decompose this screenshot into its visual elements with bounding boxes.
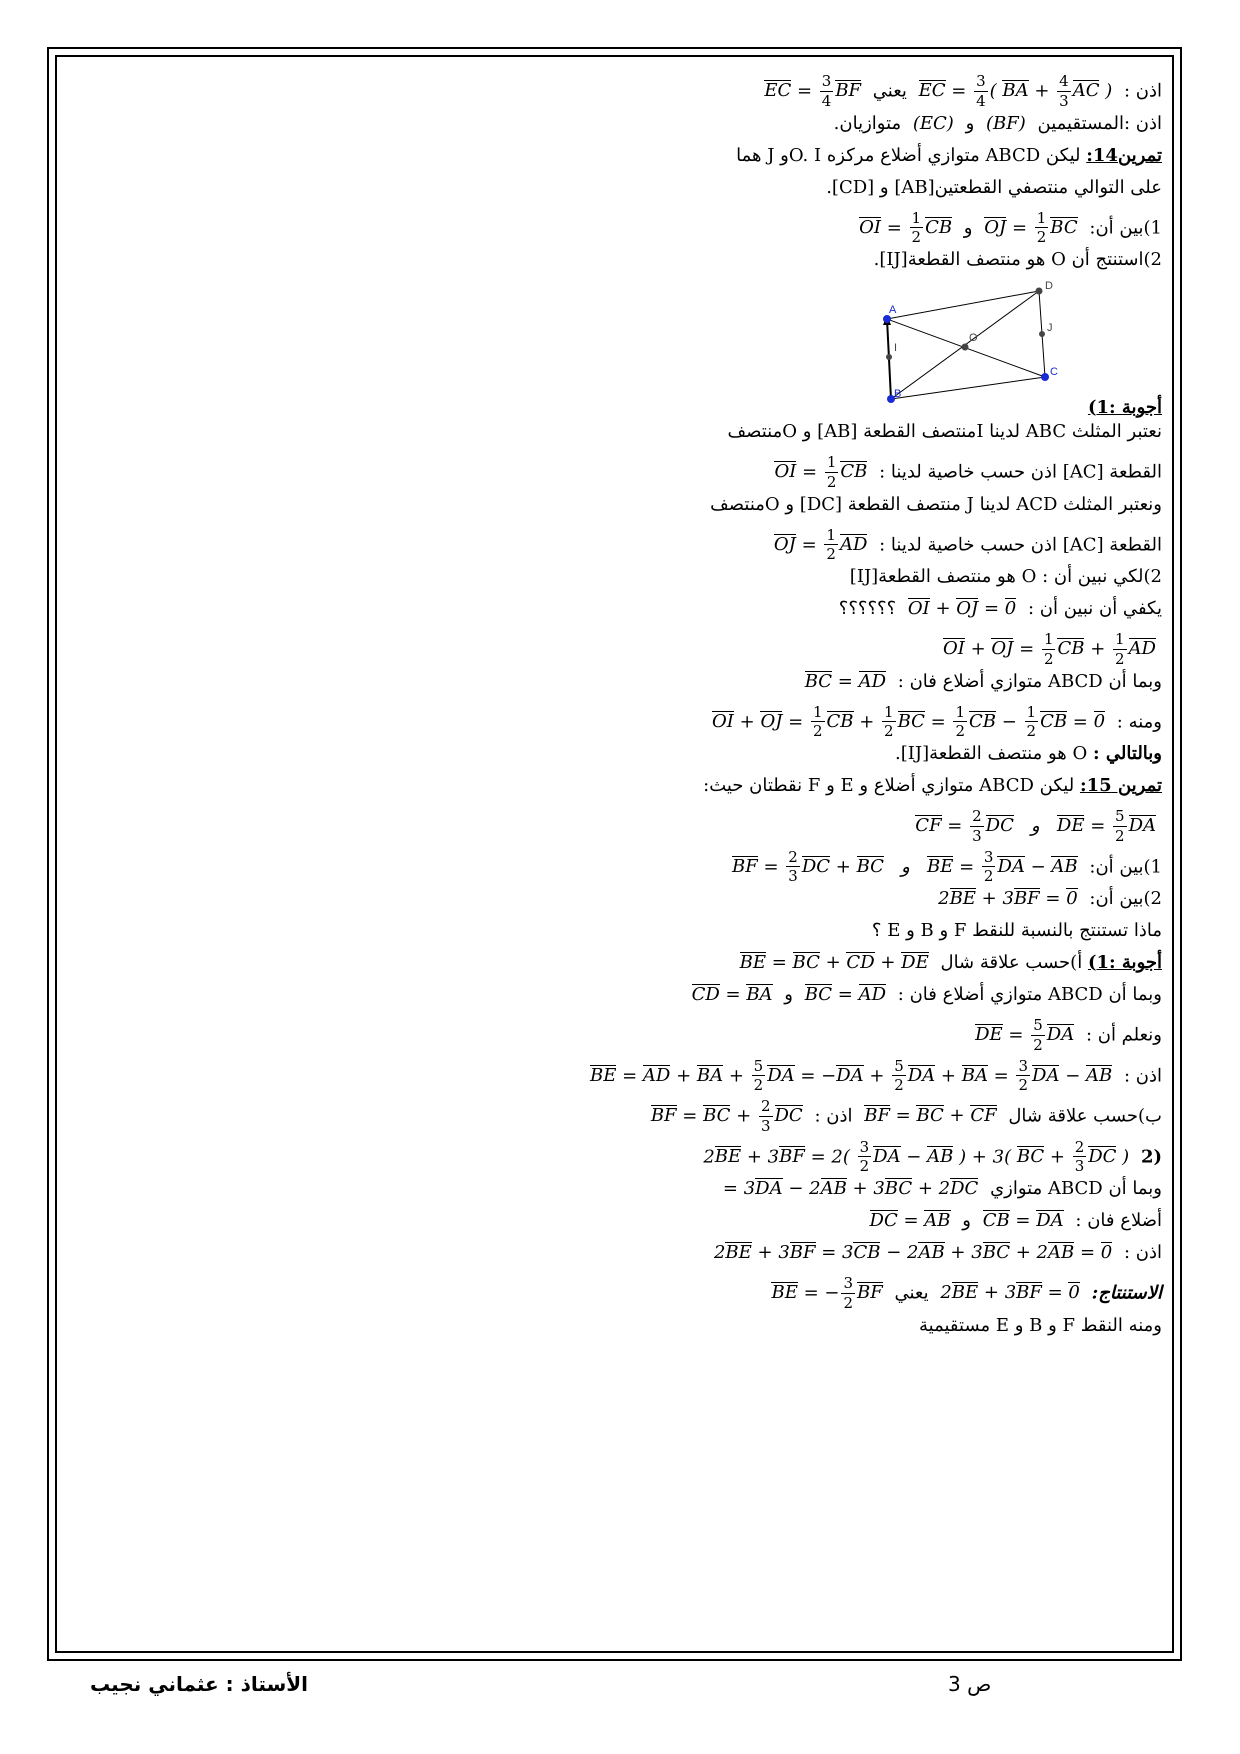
line	[70, 1176, 1162, 1208]
math: = 3DA − 2AB + 3BC + 2DC	[722, 1178, 979, 1199]
math: OI + OJ = 0	[907, 598, 1017, 619]
text: اذن :	[1123, 1064, 1162, 1086]
text: ونعتبر المثلث ACD لدينا J منتصف القطعة [DC] و Oمنتصف	[710, 493, 1162, 515]
text: نعتبر المثلث ABC لدينا Iمنتصف القطعة [AB] و Oمنتصف	[727, 421, 1162, 442]
text: ب)حسب علاقة شال	[1008, 1105, 1162, 1127]
math: (BF)	[986, 112, 1026, 134]
text: اذن :المستقيمين	[1037, 112, 1162, 134]
text: ليكن ABCD متوازي أضلاع مركزه O. Iو J هما	[736, 144, 1081, 166]
math: OJ = $\frac{1}{2}$ BC	[984, 208, 1078, 247]
line	[70, 564, 1162, 596]
math: BE = − $\frac{3}{2}$ BF	[771, 1274, 883, 1312]
text: يكفي أن نبين أن :	[1027, 598, 1162, 619]
math: DC = AB	[869, 1210, 951, 1231]
math: 2BE + 3BF = 2( $\frac{3}{2}$ DA − AB ) + 3( BC + $\frac{2}{3}$ DC )	[703, 1137, 1130, 1176]
question-2	[70, 247, 1162, 279]
math: OJ = $\frac{1}{2}$ AD	[773, 525, 868, 564]
math: OI = $\frac{1}{2}$ CB	[859, 208, 953, 247]
text: ماذا تستنتج بالنسبة للنقط F و B و E ؟	[871, 920, 1162, 941]
math: 2BE + 3BF = 3CB − 2AB + 3BC + 2AB = 0	[713, 1242, 1113, 1263]
math: 2BE + 3BF = 0	[938, 888, 1078, 909]
math: OI + OJ = $\frac{1}{2}$ CB + $\frac{1}{2}$ AD	[943, 630, 1156, 668]
point-label-c: C	[1050, 366, 1058, 378]
line	[70, 669, 1162, 701]
text: ليكن ABCD متوازي أضلاع و E و F نقطتان حيث:	[703, 775, 1075, 796]
text: وبما أن ABCD متوازي أضلاع فان :	[897, 984, 1162, 1005]
text: 1)بين أن:	[1089, 855, 1162, 877]
text: ؟؟؟؟؟؟	[838, 598, 897, 619]
point-label-j: J	[1047, 322, 1053, 334]
exercise-15	[70, 773, 1162, 805]
text: و	[962, 1210, 971, 1231]
line	[70, 1136, 1162, 1177]
point-label-b: B	[894, 388, 902, 400]
document-content	[70, 70, 1162, 1640]
text: 2)بين أن:	[1089, 888, 1162, 909]
line	[70, 1055, 1162, 1096]
parallelogram-figure	[867, 279, 1067, 419]
text: الاستنتاج:	[1091, 1282, 1162, 1304]
math: EC = $\frac{3}{4}$ ( BA + $\frac{4}{3}$ AC )	[918, 72, 1113, 110]
text: القطعة [AC] اذن حسب خاصية لدينا :	[879, 533, 1162, 555]
text: اذن :	[1123, 1242, 1162, 1263]
text: وبما أن ABCD متوازي	[990, 1178, 1162, 1199]
math: (EC)	[912, 112, 954, 134]
text: ونعلم أن :	[1085, 1024, 1162, 1046]
line	[70, 1272, 1162, 1313]
page-footer	[0, 1662, 1240, 1702]
line	[70, 805, 1162, 846]
math: 2BE + 3BF = 0	[940, 1282, 1080, 1304]
math: BE = BC + CD + DE	[739, 952, 929, 973]
exercise-14	[70, 143, 1162, 175]
text: و	[784, 984, 793, 1005]
line	[70, 886, 1162, 918]
text: و	[965, 112, 975, 134]
point-label-o: O	[969, 332, 978, 344]
text: أضلاع فان :	[1075, 1210, 1162, 1231]
text: و	[963, 216, 973, 238]
line	[70, 1014, 1162, 1055]
figure-row	[70, 279, 1162, 419]
line	[70, 1313, 1162, 1345]
math: OI = $\frac{1}{2}$ CB	[774, 453, 868, 491]
text: القطعة [AC] اذن حسب خاصية لدينا :	[879, 461, 1162, 483]
page-number: ص 3	[948, 1672, 992, 1696]
math: CF = $\frac{2}{3}$ DC و DE = $\frac{5}{2}$ DA	[915, 807, 1156, 845]
exercise-title: تمرين 15:	[1079, 775, 1162, 796]
line	[70, 492, 1162, 524]
math: BC = AD	[804, 984, 887, 1005]
text: وبما أن ABCD متوازي أضلاع فان :	[897, 670, 1162, 692]
text: وبالتالي :	[1093, 743, 1162, 764]
math: DE = $\frac{5}{2}$ DA	[975, 1016, 1075, 1054]
text: يعني	[872, 80, 907, 102]
text: (2	[1140, 1145, 1162, 1167]
point-label-i: I	[894, 342, 898, 354]
line	[70, 451, 1162, 492]
text: على التوالي منتصفي القطعتين[AB] و [CD].	[826, 176, 1162, 198]
line	[70, 175, 1162, 207]
math: BF = BC + $\frac{2}{3}$ DC	[650, 1097, 803, 1135]
math: BE = AD + BA + $\frac{5}{2}$ DA = −DA + $\frac{5}{2}$ DA + BA = $\frac{3}{2}$ DA − AB	[590, 1056, 1113, 1095]
text: اذن :	[1123, 80, 1162, 102]
line	[70, 701, 1162, 742]
line	[70, 1240, 1162, 1272]
text: 2)استنتج أن O هو منتصف القطعة[IJ].	[873, 249, 1162, 270]
text: 2)لكي نبين أن : O هو منتصف القطعة[IJ]	[849, 566, 1162, 587]
question-1	[70, 207, 1162, 248]
line-ec	[70, 70, 1162, 111]
point-label-a: A	[889, 304, 897, 316]
point-label-d: D	[1045, 280, 1053, 292]
math: BF = $\frac{2}{3}$ DC + BC و BE = $\frac{3}{2}$ DA − AB	[732, 847, 1078, 886]
text: متوازيان.	[833, 112, 902, 134]
line	[70, 1095, 1162, 1136]
teacher-name: الأستاذ : عثماني نجيب	[90, 1672, 308, 1696]
math: BF = BC + CF	[864, 1105, 997, 1127]
math: BC = AD	[804, 670, 887, 692]
line	[70, 524, 1162, 565]
text: اذن :	[814, 1105, 853, 1127]
text: ومنه النقط F و B و E مستقيمية	[918, 1314, 1162, 1336]
line	[70, 596, 1162, 628]
text: O هو منتصف القطعة[IJ].	[895, 743, 1088, 764]
math: EC = $\frac{3}{4}$ BF	[764, 72, 862, 110]
line	[70, 419, 1162, 451]
answers-title: أجوبة :1)	[1087, 952, 1162, 973]
line	[70, 982, 1162, 1014]
math: OI + OJ = $\frac{1}{2}$ CB + $\frac{1}{2}$ BC = $\frac{1}{2}$ CB − $\frac{1}{2}$ CB = 0	[712, 702, 1106, 741]
line	[70, 1208, 1162, 1240]
line	[70, 950, 1162, 982]
math: CD = BA	[691, 984, 773, 1005]
line	[70, 628, 1162, 669]
line-parallel	[70, 111, 1162, 143]
text: أ)حسب علاقة شال	[940, 952, 1083, 973]
line	[70, 741, 1162, 773]
math: CB = DA	[982, 1210, 1064, 1231]
answers-title: أجوبة :1)	[1087, 396, 1162, 418]
line	[70, 918, 1162, 950]
line	[70, 846, 1162, 887]
text: 1)بين أن:	[1089, 216, 1162, 238]
text: ومنه :	[1116, 710, 1162, 732]
exercise-title: تمرين14:	[1086, 144, 1162, 166]
text: يعني	[894, 1282, 929, 1304]
